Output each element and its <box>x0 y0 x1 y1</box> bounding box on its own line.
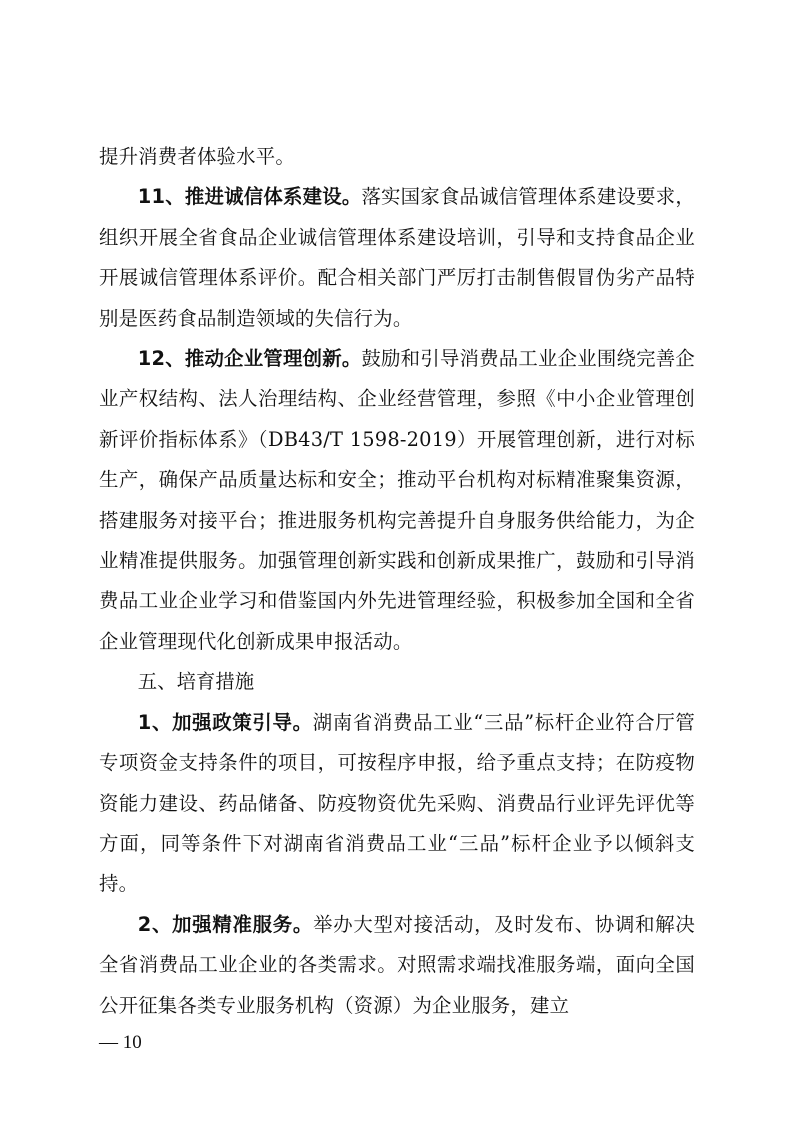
paragraph-lead: 12、推动企业管理创新。 <box>137 347 362 371</box>
paragraph-lead: 11、推进诚信体系建设。 <box>137 185 362 209</box>
paragraph-lead: 2、加强精准服务。 <box>137 912 314 936</box>
paragraph-item-11 <box>99 177 695 339</box>
paragraph-item-1 <box>99 703 695 905</box>
paragraph-item-12 <box>99 339 695 662</box>
section-heading: 五、培育措施 <box>137 670 255 694</box>
page-number: — 10 <box>99 1032 142 1053</box>
paragraph-continuation <box>99 137 695 177</box>
paragraph-lead: 1、加强政策引导。 <box>137 710 313 734</box>
paragraph-body: 鼓励和引导消费品工业企业围绕完善企业产权结构、法人治理结构、企业经营管理，参照《中小企业管理创新评价指标体系》（DB43/T 1598-2019）开展管理创新，进行对标生产，确保产品质量达标和安全；推动平台机构对标精准聚集资源，搭建服务对接平台；推进服务机构完善提升自身服务供给能力，为企业精准提供服务。加强管理创新实践和创新成果推广，鼓励和引导消费品工业企业学习和借鉴国内外先进管理经验，积极参加全国和全省企业管理现代化创新成果申报活动。 <box>99 347 695 653</box>
paragraph-item-2 <box>99 905 695 1026</box>
paragraph-body: 举办大型对接活动，及时发布、协调和解决全省消费品工业企业的各类需求。对照需求端找准服务端，面向全国公开征集各类专业服务机构（资源）为企业服务，建立 <box>99 912 695 1017</box>
paragraph-body: 湖南省消费品工业“三品”标杆企业符合厅管专项资金支持条件的项目，可按程序申报，给予重点支持；在防疫物资能力建设、药品储备、防疫物资优先采购、消费品行业评先评优等方面，同等条件下对湖南省消费品工业“三品”标杆企业予以倾斜支持。 <box>99 710 696 896</box>
document-body <box>99 137 695 1026</box>
paragraph-body: 提升消费者体验水平。 <box>99 145 295 168</box>
paragraph-body: 落实国家食品诚信管理体系建设要求，组织开展全省食品企业诚信管理体系建设培训，引导和支持食品企业开展诚信管理体系评价。配合相关部门严厉打击制售假冒伪劣产品特别是医药食品制造领域的失信行为。 <box>99 185 695 330</box>
